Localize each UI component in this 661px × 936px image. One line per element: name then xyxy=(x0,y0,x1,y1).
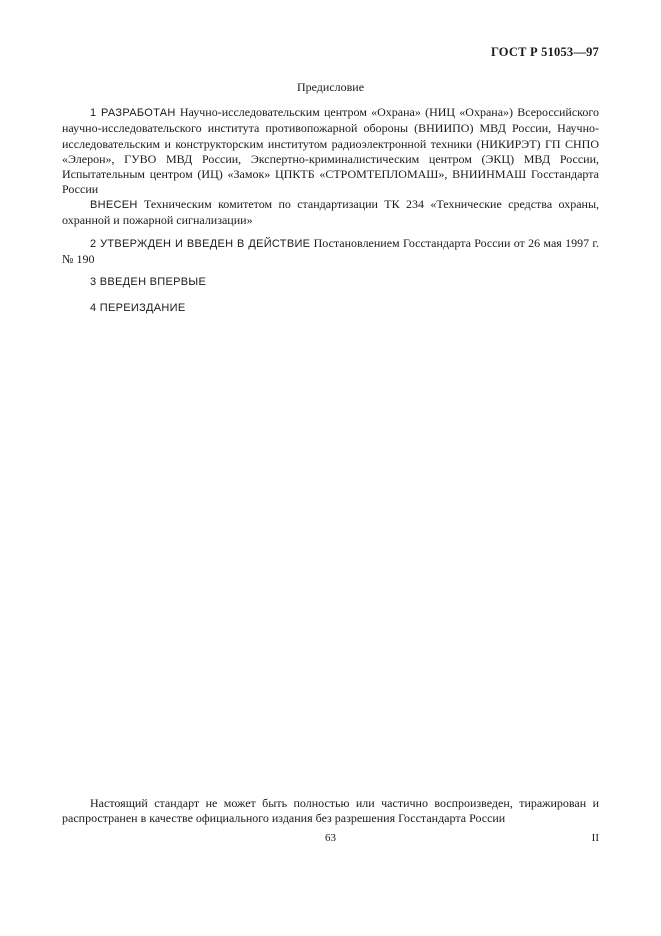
paragraph-first-introduced xyxy=(62,274,599,290)
roman-page-number: II xyxy=(591,832,599,844)
copyright-notice: Настоящий стандарт не может быть полностью или частично воспроизведен, тиражирован и распространен в качестве официального издания без разрешения Госстандарта России xyxy=(62,796,599,826)
paragraph-developed-text: Научно-исследовательским центром «Охрана» (НИЦ «Охрана») Всероссийского научно-исследовательского института противопожарной обороны (ВНИИПО) МВД России, Научно-исследовательским и конструкторским институтом радиоэлектронной техники (НИКИРЭТ) ГП СНПО «Элерон», ГУВО МВД России, Экспертно-криминалистическим центром (ЭКЦ) МВД России, Испытательным центром (ИЦ) «Замок» ЦПКТБ «СТРОМТЕПЛОМАШ», ВНИИНМАШ Госстандарта России xyxy=(62,105,599,197)
preface-title: Предисловие xyxy=(296,80,365,94)
paragraph-developed-heading: 1 РАЗРАБОТАН xyxy=(90,107,176,119)
paragraph-approved-text: Постановлением Госстандарта России от 26 мая 1997 г. № 190 xyxy=(62,236,599,267)
paragraph-reissue-heading: 4 ПЕРЕИЗДАНИЕ xyxy=(90,302,186,314)
paragraph-introduced xyxy=(62,197,599,229)
paragraph-approved xyxy=(62,236,599,268)
paragraph-introduced-heading: ВНЕСЕН xyxy=(90,199,138,211)
paragraph-approved-heading: 2 УТВЕРЖДЕН И ВВЕДЕН В ДЕЙСТВИЕ xyxy=(90,238,311,250)
page-number: 63 xyxy=(325,832,336,844)
paragraph-first-introduced-heading: 3 ВВЕДЕН ВПЕРВЫЕ xyxy=(90,276,207,288)
standard-number-header: ГОСТ Р 51053—97 xyxy=(490,45,599,59)
paragraph-reissue xyxy=(62,300,599,316)
paragraph-developed xyxy=(62,105,599,198)
paragraph-introduced-text: Техническим комитетом по стандартизации ТК 234 «Технические средства охраны, охранной и пожарной сигнализации» xyxy=(62,197,599,228)
